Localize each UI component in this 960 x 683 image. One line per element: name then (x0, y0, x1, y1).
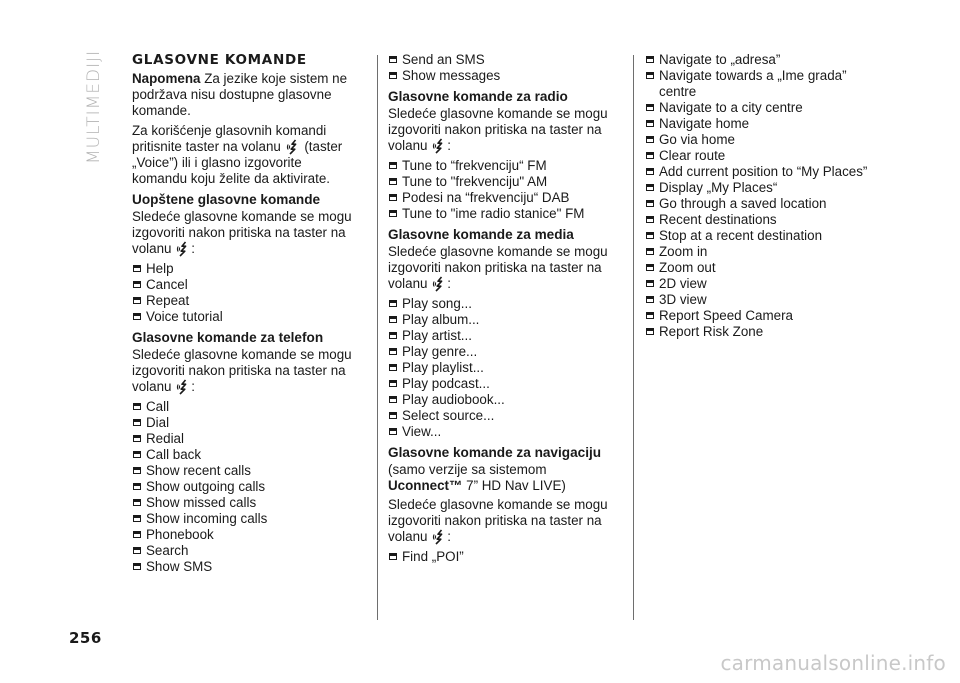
list-item (132, 261, 358, 277)
list-item-text: Navigate to „adresa” (659, 52, 781, 67)
list-item-text: Show outgoing calls (146, 479, 266, 494)
list-item (132, 527, 358, 543)
column-3 (645, 52, 875, 344)
colon: : (447, 276, 451, 291)
list-item (645, 164, 875, 180)
list-item-text: Show messages (402, 68, 501, 83)
radio-commands-heading: Glasovne komande za radio (388, 89, 568, 104)
navigation-commands-list (388, 549, 616, 565)
checkbox-bullet-icon (389, 316, 397, 323)
list-item-text: Zoom in (659, 244, 708, 259)
phone-commands-heading: Glasovne komande za telefon (132, 330, 324, 345)
column-divider (633, 55, 634, 620)
list-item-text: Report Speed Camera (659, 308, 793, 323)
list-item (388, 158, 616, 174)
list-item (645, 116, 875, 132)
checkbox-bullet-icon (389, 364, 397, 371)
list-item (645, 292, 875, 308)
list-item (132, 495, 358, 511)
list-item (388, 360, 616, 376)
list-item-text: Stop at a recent destination (659, 228, 823, 243)
list-item (645, 260, 875, 276)
list-item (388, 344, 616, 360)
list-item-text: Play album... (402, 312, 480, 327)
checkbox-bullet-icon (389, 428, 397, 435)
checkbox-bullet-icon (133, 313, 141, 320)
list-item (388, 392, 616, 408)
colon: : (447, 529, 451, 544)
radio-commands-intro (388, 106, 616, 154)
radio-intro-text: Sledeće glasovne komande se mogu izgovoriti nakon pritiska na taster na volanu (388, 106, 608, 153)
list-item (388, 312, 616, 328)
list-item-text: Podesi na “frekvenciju“ DAB (402, 190, 570, 205)
intro-paragraph (132, 123, 358, 187)
checkbox-bullet-icon (133, 451, 141, 458)
checkbox-bullet-icon (646, 184, 654, 191)
media-commands-heading: Glasovne komande za media (388, 227, 574, 242)
list-item (645, 324, 875, 340)
list-item-text: Show SMS (146, 559, 213, 574)
list-item (388, 190, 616, 206)
list-item-text: Tune to "ime radio stanice" FM (402, 206, 585, 221)
checkbox-bullet-icon (389, 348, 397, 355)
list-item-text: Play song... (402, 296, 472, 311)
list-item (132, 447, 358, 463)
list-item (132, 479, 358, 495)
list-item (132, 559, 358, 575)
checkbox-bullet-icon (646, 296, 654, 303)
checkbox-bullet-icon (389, 300, 397, 307)
list-item-text: Tune to “frekvenciju“ FM (402, 158, 547, 173)
list-item (388, 328, 616, 344)
list-item (388, 296, 616, 312)
steering-voice-button-icon (432, 529, 446, 545)
list-item-text: Call back (146, 447, 202, 462)
checkbox-bullet-icon (646, 200, 654, 207)
list-item-text: Show recent calls (146, 463, 251, 478)
list-item (645, 196, 875, 212)
checkbox-bullet-icon (646, 328, 654, 335)
list-item (132, 309, 358, 325)
navigation-commands-heading: Glasovne komande za navigaciju (388, 445, 602, 460)
list-item (645, 148, 875, 164)
checkbox-bullet-icon (389, 162, 397, 169)
steering-voice-button-icon (432, 138, 446, 154)
checkbox-bullet-icon (133, 483, 141, 490)
column-2 (388, 52, 616, 569)
list-item-text: Play artist... (402, 328, 472, 343)
general-commands-heading: Uopštene glasovne komande (132, 192, 321, 207)
checkbox-bullet-icon (646, 72, 654, 79)
checkbox-bullet-icon (133, 531, 141, 538)
checkbox-bullet-icon (646, 280, 654, 287)
list-item-text: Dial (146, 415, 170, 430)
steering-voice-button-icon (432, 276, 446, 292)
list-item-text: Zoom out (659, 260, 716, 275)
list-item-text: Tune to "frekvenciju" AM (402, 174, 548, 189)
list-item (132, 399, 358, 415)
section-title: MULTIMEDIJI (84, 50, 104, 165)
list-item (132, 431, 358, 447)
checkbox-bullet-icon (646, 120, 654, 127)
checkbox-bullet-icon (389, 380, 397, 387)
phone-commands-list-continued (388, 52, 616, 84)
list-item (388, 68, 616, 84)
checkbox-bullet-icon (133, 547, 141, 554)
list-item (645, 244, 875, 260)
list-item-text: Repeat (146, 293, 190, 308)
list-item-text: 3D view (659, 292, 707, 307)
list-item-text: Navigate towards a „Ime grada” centre (659, 68, 847, 99)
general-intro-text: Sledeće glasovne komande se mogu izgovoriti nakon pritiska na taster na volanu (132, 209, 352, 256)
list-item-text: Report Risk Zone (659, 324, 764, 339)
checkbox-bullet-icon (389, 210, 397, 217)
checkbox-bullet-icon (133, 281, 141, 288)
list-item (132, 415, 358, 431)
column-divider (377, 55, 378, 620)
list-item (132, 543, 358, 559)
checkbox-bullet-icon (133, 563, 141, 570)
list-item-text: Display „My Places“ (659, 180, 778, 195)
list-item (388, 174, 616, 190)
list-item-text: Cancel (146, 277, 188, 292)
checkbox-bullet-icon (133, 499, 141, 506)
list-item-text: Show incoming calls (146, 511, 268, 526)
steering-voice-button-icon (286, 139, 300, 155)
list-item-text: Select source... (402, 408, 495, 423)
phone-intro-text: Sledeće glasovne komande se mogu izgovoriti nakon pritiska na taster na volanu (132, 347, 352, 394)
list-item-text: Search (146, 543, 189, 558)
list-item-text: Call (146, 399, 170, 414)
checkbox-bullet-icon (133, 435, 141, 442)
list-item-text: Redial (146, 431, 184, 446)
checkbox-bullet-icon (646, 104, 654, 111)
navigation-commands-intro (388, 497, 616, 545)
colon: : (191, 241, 195, 256)
list-item-text: View... (402, 424, 442, 439)
list-item-text: Play audiobook... (402, 392, 505, 407)
note-text: Za jezike koje sistem ne podržava nisu dostupne glasovne komande. (132, 71, 348, 118)
nav-sub-b: 7” HD Nav LIVE) (462, 478, 566, 493)
checkbox-bullet-icon (646, 232, 654, 239)
navigation-version-note (388, 462, 616, 494)
checkbox-bullet-icon (389, 412, 397, 419)
checkbox-bullet-icon (133, 297, 141, 304)
list-item (645, 132, 875, 148)
checkbox-bullet-icon (646, 312, 654, 319)
note-label: Napomena (132, 71, 201, 86)
checkbox-bullet-icon (646, 152, 654, 159)
list-item (645, 212, 875, 228)
checkbox-bullet-icon (133, 419, 141, 426)
general-commands-list (132, 261, 358, 325)
list-item (645, 308, 875, 324)
watermark: carmanualsonline.info (720, 651, 946, 675)
checkbox-bullet-icon (389, 178, 397, 185)
list-item-text: Play podcast... (402, 376, 490, 391)
checkbox-bullet-icon (646, 264, 654, 271)
list-item-text: Play playlist... (402, 360, 484, 375)
list-item-text: Navigate home (659, 116, 750, 131)
page-heading: GLASOVNE KOMANDE (132, 52, 307, 68)
navigation-commands-list-continued (645, 52, 875, 340)
checkbox-bullet-icon (133, 265, 141, 272)
list-item (645, 276, 875, 292)
list-item-text: Phonebook (146, 527, 214, 542)
list-item (645, 180, 875, 196)
list-item (388, 549, 616, 565)
list-item-text: Help (146, 261, 174, 276)
intro-text-a: Za korišćenje glasovnih komandi pritisnite taster na volanu (132, 123, 327, 154)
steering-voice-button-icon (176, 241, 190, 257)
list-item (388, 408, 616, 424)
list-item (645, 68, 875, 100)
list-item-text: Voice tutorial (146, 309, 223, 324)
list-item-text: Recent destinations (659, 212, 777, 227)
list-item (388, 206, 616, 222)
steering-voice-button-icon (176, 379, 190, 395)
checkbox-bullet-icon (133, 403, 141, 410)
list-item-text: Clear route (659, 148, 726, 163)
list-item (132, 277, 358, 293)
checkbox-bullet-icon (646, 168, 654, 175)
list-item-text: Go via home (659, 132, 735, 147)
checkbox-bullet-icon (646, 248, 654, 255)
phone-commands-intro (132, 347, 358, 395)
list-item (132, 463, 358, 479)
list-item (645, 228, 875, 244)
nav-sub-brand: Uconnect™ (388, 478, 463, 493)
column-1 (132, 52, 358, 579)
list-item-text: Go through a saved location (659, 196, 827, 211)
checkbox-bullet-icon (389, 332, 397, 339)
list-item-text: Play genre... (402, 344, 478, 359)
checkbox-bullet-icon (389, 56, 397, 63)
list-item-text: Send an SMS (402, 52, 485, 67)
checkbox-bullet-icon (133, 515, 141, 522)
checkbox-bullet-icon (389, 194, 397, 201)
list-item-text: Find „POI” (402, 549, 464, 564)
media-intro-text: Sledeće glasovne komande se mogu izgovoriti nakon pritiska na taster na volanu (388, 244, 608, 291)
checkbox-bullet-icon (389, 553, 397, 560)
checkbox-bullet-icon (389, 396, 397, 403)
media-commands-list (388, 296, 616, 440)
colon: : (191, 379, 195, 394)
checkbox-bullet-icon (133, 467, 141, 474)
nav-intro-text: Sledeće glasovne komande se mogu izgovoriti nakon pritiska na taster na volanu (388, 497, 608, 544)
list-item (132, 511, 358, 527)
checkbox-bullet-icon (389, 72, 397, 79)
radio-commands-list (388, 158, 616, 222)
checkbox-bullet-icon (646, 56, 654, 63)
list-item (388, 376, 616, 392)
list-item (645, 52, 875, 68)
media-commands-intro (388, 244, 616, 292)
colon: : (447, 138, 451, 153)
phone-commands-list (132, 399, 358, 575)
list-item-text: Show missed calls (146, 495, 257, 510)
checkbox-bullet-icon (646, 216, 654, 223)
list-item (132, 293, 358, 309)
list-item (388, 52, 616, 68)
general-commands-intro (132, 209, 358, 257)
page-number: 256 (69, 629, 102, 647)
list-item (388, 424, 616, 440)
list-item (645, 100, 875, 116)
note-paragraph (132, 71, 358, 119)
checkbox-bullet-icon (646, 136, 654, 143)
list-item-text: 2D view (659, 276, 707, 291)
intro-text-b: (taster „Voice”) ili i glasno izgovorite komandu koju želite da aktivirate. (132, 139, 343, 186)
list-item-text: Navigate to a city centre (659, 100, 803, 115)
nav-sub-a: (samo verzije sa sistemom (388, 462, 547, 477)
list-item-text: Add current position to “My Places” (659, 164, 868, 179)
